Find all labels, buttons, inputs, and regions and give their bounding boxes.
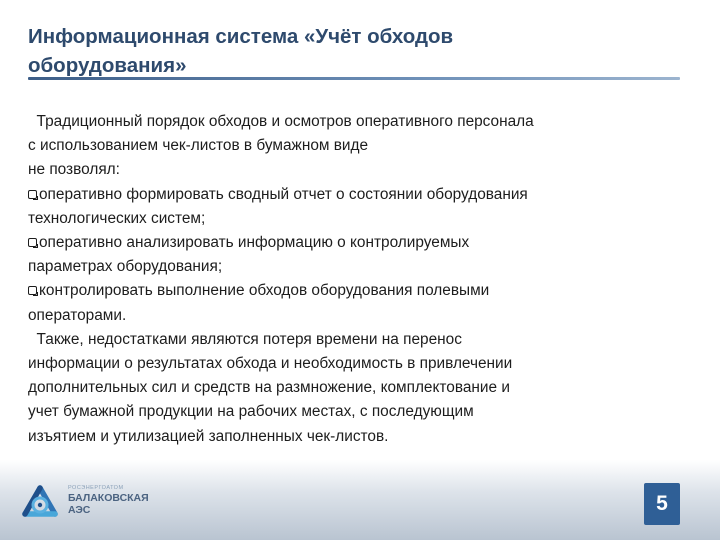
bullet-text: оперативно анализировать информацию о контролируемых — [39, 234, 470, 252]
logo-text — [68, 484, 149, 516]
closing-line: учет бумажной продукции на рабочих местах, с последующим — [28, 403, 474, 421]
page-number-badge: 5 — [644, 483, 680, 525]
checkbox-bullet-icon — [28, 190, 37, 199]
logo-subtitle: РОСЭНЕРГОАТОМ — [68, 485, 124, 491]
bullet-continuation: технологических систем; — [28, 209, 206, 227]
bullet-continuation: параметрах оборудования; — [28, 258, 223, 276]
bullet-item — [28, 183, 700, 207]
bullet-item — [28, 231, 700, 255]
closing-line: информации о результатах обхода и необходимость в привлечении — [28, 355, 513, 373]
rosenergoatom-logo-icon — [16, 482, 64, 532]
slide-body — [28, 110, 700, 449]
checkbox-bullet-icon — [28, 238, 37, 247]
bullet-continuation: операторами. — [28, 306, 127, 324]
intro-line: с использованием чек-листов в бумажном виде — [28, 137, 369, 155]
closing-line: Также, недостатками являются потеря времени на перенос — [28, 330, 462, 348]
intro-line: не позволял: — [28, 161, 120, 179]
company-logo — [16, 482, 186, 532]
closing-line: изъятием и утилизацией заполненных чек-листов. — [28, 427, 389, 445]
closing-line: дополнительных сил и средств на размножение, комплектование и — [28, 379, 510, 397]
bullet-text: оперативно формировать сводный отчет о состоянии оборудования — [39, 185, 528, 203]
intro-line: Традиционный порядок обходов и осмотров оперативного персонала — [28, 113, 534, 130]
checkbox-bullet-icon — [28, 286, 37, 295]
bullet-item — [28, 279, 700, 303]
title-divider — [28, 77, 680, 80]
slide-title: Информационная система «Учёт обходов оборудования» — [28, 25, 454, 77]
logo-name-line1: БАЛАКОВСКАЯ — [68, 492, 149, 504]
bullet-text: контролировать выполнение обходов оборудования полевыми — [39, 282, 490, 300]
logo-name-line2: АЭС — [68, 504, 91, 516]
